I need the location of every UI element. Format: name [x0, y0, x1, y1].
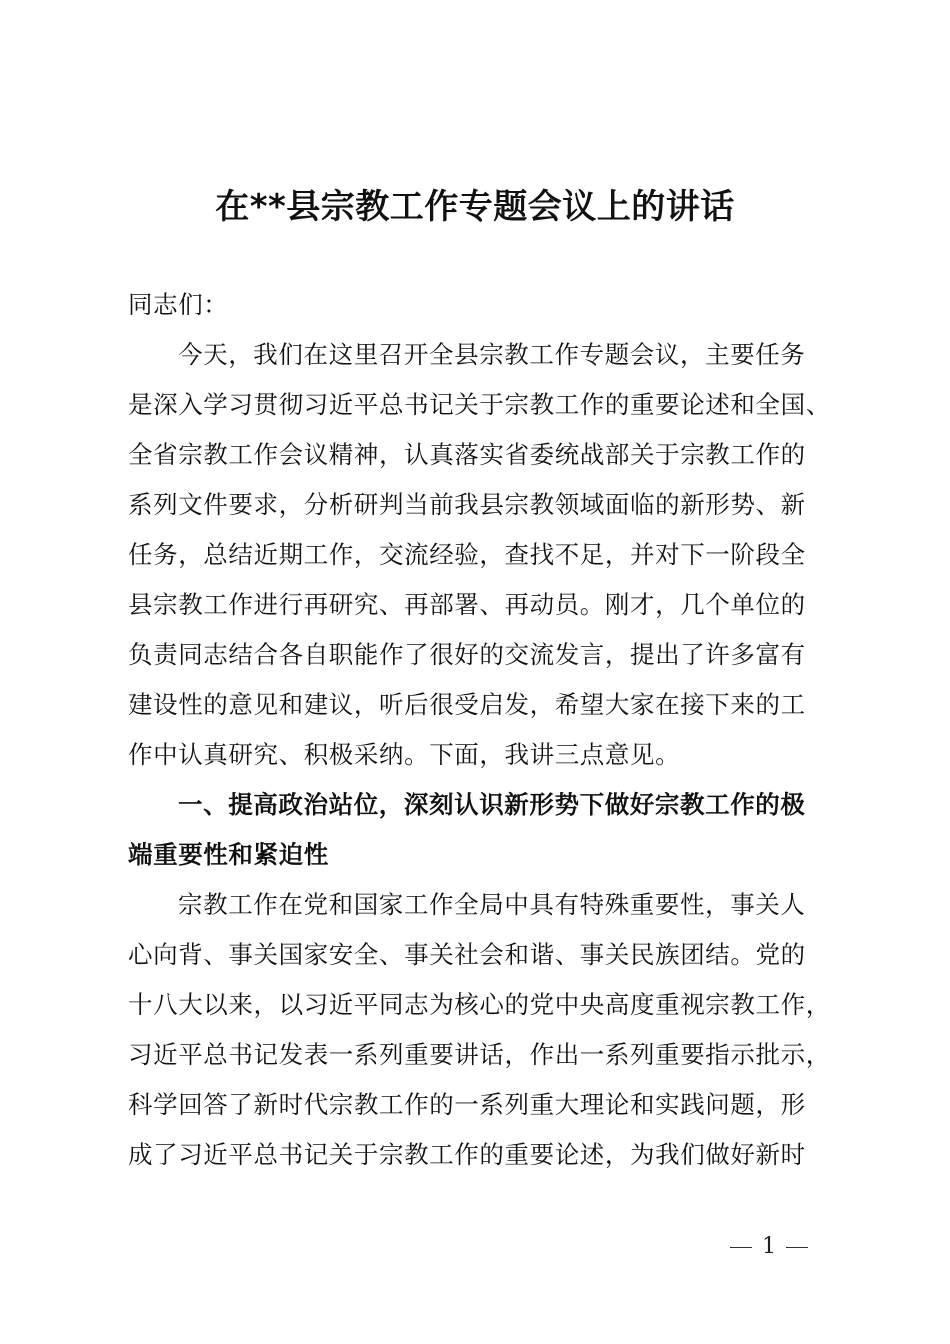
text-line: 建设性的意见和建议，听后很受启发，希望大家在接下来的工	[128, 690, 806, 719]
text-line: 全省宗教工作会议精神，认真落实省委统战部关于宗教工作的	[128, 440, 806, 469]
dash-right	[786, 1247, 808, 1248]
section-heading-line: 端重要性和紧迫性	[128, 840, 329, 869]
page-number	[720, 1232, 818, 1262]
text-line: 今天，我们在这里召开全县宗教工作专题会议，主要任务	[178, 340, 806, 369]
text-line: 心向背、事关国家安全、事关社会和谐、事关民族团结。党的	[128, 940, 806, 969]
text-line: 习近平总书记发表一系列重要讲话，作出一系列重要指示批示，	[128, 1040, 831, 1069]
text-line: 成了习近平总书记关于宗教工作的重要论述，为我们做好新时	[128, 1140, 806, 1169]
text-line: 任务，总结近期工作，交流经验，查找不足，并对下一阶段全	[128, 540, 806, 569]
text-line: 系列文件要求，分析研判当前我县宗教领域面临的新形势、新	[128, 490, 806, 519]
text-line: 是深入学习贯彻习近平总书记关于宗教工作的重要论述和全国、	[128, 390, 831, 419]
dash-left	[730, 1247, 752, 1248]
document-title: 在**县宗教工作专题会议上的讲话	[215, 187, 735, 227]
section-heading-line: 一、提高政治站位，深刻认识新形势下做好宗教工作的极	[178, 790, 806, 819]
page-number-value: 1	[762, 1234, 776, 1259]
text-line: 宗教工作在党和国家工作全局中具有特殊重要性，事关人	[178, 890, 806, 919]
text-line: 作中认真研究、积极采纳。下面，我讲三点意见。	[128, 740, 681, 769]
salutation: 同志们：	[128, 290, 229, 319]
text-line: 负责同志结合各自职能作了很好的交流发言，提出了许多富有	[128, 640, 806, 669]
text-line: 科学回答了新时代宗教工作的一系列重大理论和实践问题，形	[128, 1090, 806, 1119]
document-body	[128, 280, 868, 1180]
text-line: 县宗教工作进行再研究、再部署、再动员。刚才，几个单位的	[128, 590, 806, 619]
text-line: 十八大以来，以习近平同志为核心的党中央高度重视宗教工作，	[128, 990, 831, 1019]
